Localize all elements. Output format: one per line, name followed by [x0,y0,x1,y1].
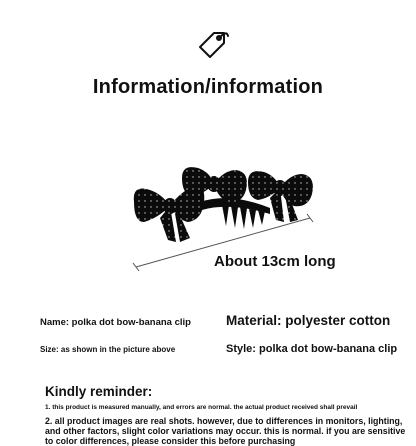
size-caption: About 13cm long [214,253,336,270]
reminder-title: Kindly reminder: [45,384,153,399]
price-tag-icon [197,28,231,62]
style-label: Style: polka dot bow-banana clip [226,343,398,355]
reminder-note-1: 1. this product is measured manually, and errors are normal. the actual product received shall prevail [45,404,358,411]
name-label: Name: polka dot bow-banana clip [40,317,191,328]
size-note: Size: as shown in the picture above [40,345,176,354]
material-label: Material: polyester cotton [226,313,391,328]
page-title: Information/information [92,76,324,98]
reminder-note-2: 2. all product images are real shots. however, due to differences in monitors, lighting, and other factors, slight color variations may occur. this is normal. if you are sensitive to color differences, please consider this before purchasing [45,416,406,446]
